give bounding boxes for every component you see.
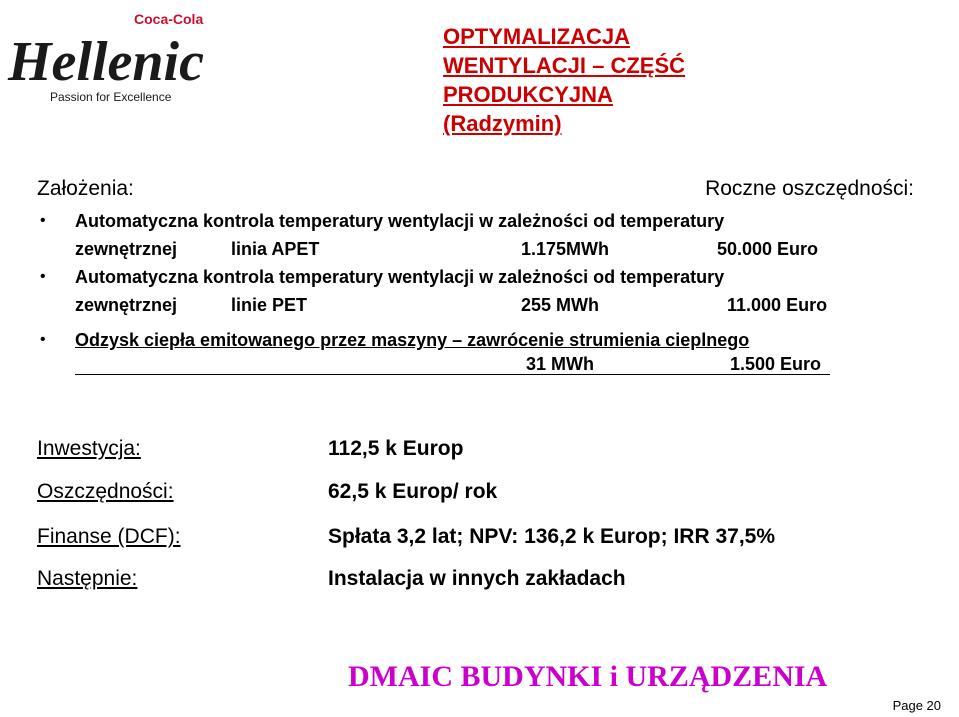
- bullet-2-zewnetrznej: zewnętrznej: [75, 295, 178, 315]
- title-line: PRODUKCYJNA: [443, 82, 613, 107]
- bullet-2-line-name: linie PET: [231, 295, 308, 315]
- title-line: OPTYMALIZACJA: [443, 24, 630, 49]
- bullet-2-savings: 11.000 Euro: [727, 295, 828, 315]
- assumptions-heading: Założenia:: [37, 177, 134, 200]
- bullet-1-zewnetrznej: zewnętrznej: [75, 239, 178, 259]
- logo-tagline: Passion for Excellence: [50, 90, 172, 104]
- footer-title: DMAIC BUDYNKI i URZĄDZENIA: [348, 660, 828, 693]
- bullet-dot: •: [40, 331, 46, 348]
- annual-savings-heading: Roczne oszczędności:: [705, 177, 914, 200]
- investment-label: Inwestycja:: [37, 437, 141, 460]
- bullet-3-savings: 1.500 Euro: [730, 354, 822, 374]
- finance-value: Spłata 3,2 lat; NPV: 136,2 k Europ; IRR 37,5%: [328, 525, 775, 548]
- bullet-2-line-1: Automatyczna kontrola temperatury wentylacji w zależności od temperatury: [75, 267, 725, 287]
- bullet-1-line-1: Automatyczna kontrola temperatury wentylacji w zależności od temperatury: [75, 211, 725, 231]
- page-number: Page 20: [892, 698, 941, 713]
- slide-title: [443, 22, 903, 138]
- bullet-3-energy: 31 MWh: [526, 354, 595, 374]
- bullet-dot: •: [40, 268, 46, 285]
- bullet-1-savings: 50.000 Euro: [717, 239, 819, 259]
- title-line: WENTYLACJI – CZĘŚĆ: [443, 53, 686, 78]
- bullet-3-underline: [75, 374, 830, 375]
- bullet-1-line-name: linia APET: [231, 239, 320, 259]
- logo-brand-top: Coca-Cola: [134, 11, 204, 27]
- next-steps-label: Następnie:: [37, 567, 138, 590]
- savings-label: Oszczędności:: [37, 480, 174, 503]
- bullet-2-energy: 255 MWh: [521, 295, 600, 315]
- bullet-1-energy: 1.175MWh: [521, 239, 610, 259]
- logo-brand-main: Hellenic: [8, 31, 204, 93]
- savings-value: 62,5 k Europ/ rok: [328, 480, 498, 503]
- bullet-3-text: Odzysk ciepła emitowanego przez maszyny – zawrócenie strumienia cieplnego: [75, 330, 750, 350]
- finance-label: Finanse (DCF):: [37, 525, 181, 548]
- coca-cola-hellenic-logo: [4, 2, 214, 112]
- bullet-dot: •: [40, 212, 46, 229]
- next-steps-value: Instalacja w innych zakładach: [328, 567, 626, 590]
- investment-value: 112,5 k Europ: [328, 437, 464, 460]
- bullet-3-line-1: [75, 329, 906, 351]
- title-line: (Radzymin): [443, 111, 562, 136]
